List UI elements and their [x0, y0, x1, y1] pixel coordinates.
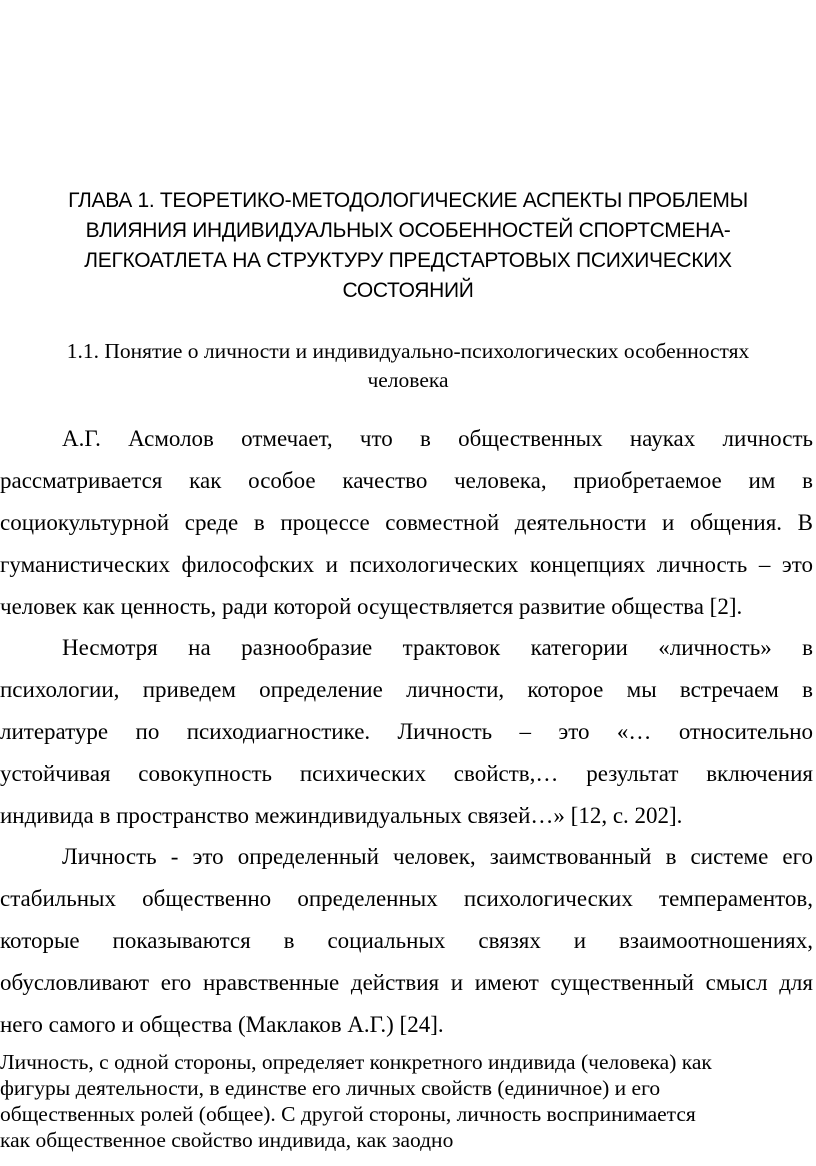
- paragraph-maklakov: [0, 836, 813, 1046]
- chapter-title: [0, 186, 816, 306]
- paragraph-line: индивида в пространство межиндивидуальных связей…» [12, с. 202].: [0, 803, 683, 828]
- paragraph-line: фигуры деятельности, в единстве его личных свойств (единичное) и его: [0, 1076, 661, 1100]
- paragraph-line: Несмотря на разнообразие трактовок категории «личность» в: [62, 635, 813, 660]
- chapter-title-line: ЛЕГКОАТЛЕТА НА СТРУКТУРУ ПРЕДСТАРТОВЫХ ПСИХИЧЕСКИХ: [84, 249, 732, 272]
- paragraph-line: Личность, с одной стороны, определяет конкретного индивида (человека) как: [0, 1050, 712, 1074]
- paragraph-line: стабильных общественно определенных психологических темпераментов,: [0, 886, 813, 911]
- paragraph-tail: [0, 1049, 813, 1153]
- paragraph-asmolov: [0, 418, 813, 628]
- paragraph-line: психологии, приведем определение личности, которое мы встречаем в: [0, 677, 813, 702]
- section-title-line: 1.1. Понятие о личности и индивидуально-психологических особенностях: [66, 339, 750, 363]
- section-title: [0, 337, 816, 395]
- paragraph-line: Личность - это определенный человек, заимствованный в системе его: [62, 844, 813, 869]
- paragraph-line: которые показываются в социальных связях и взаимоотношениях,: [0, 928, 813, 953]
- paragraph-line: него самого и общества (Маклаков А.Г.) [24].: [0, 1012, 444, 1037]
- paragraph-line: общественных ролей (общее). С другой стороны, личность воспринимается: [0, 1102, 696, 1126]
- chapter-title-line: ВЛИЯНИЯ ИНДИВИДУАЛЬНЫХ ОСОБЕННОСТЕЙ СПОРТСМЕНА-: [85, 219, 731, 242]
- paragraph-line: социокультурной среде в процессе совместной деятельности и общения. В: [0, 510, 813, 535]
- paragraph-line: как общественное свойство индивида, как заодно: [0, 1128, 454, 1152]
- paragraph-line: гуманистических философских и психологических концепциях личность – это: [0, 552, 813, 577]
- paragraph-line: А.Г. Асмолов отмечает, что в общественных науках личность: [62, 426, 813, 451]
- section-title-line: человека: [367, 368, 449, 392]
- paragraph-line: человек как ценность, ради которой осуществляется развитие общества [2].: [0, 594, 743, 619]
- paragraph-line: литературе по психодиагностике. Личность – это «… относительно: [0, 719, 813, 744]
- paragraph-line: рассматривается как особое качество человека, приобретаемое им в: [0, 468, 813, 493]
- paragraph-definition: [0, 627, 813, 837]
- chapter-title-line: СОСТОЯНИЙ: [342, 279, 474, 302]
- paragraph-line: обусловливают его нравственные действия и имеют существенный смысл для: [0, 970, 813, 995]
- chapter-title-line: ГЛАВА 1. ТЕОРЕТИКО-МЕТОДОЛОГИЧЕСКИЕ АСПЕКТЫ ПРОБЛЕМЫ: [68, 189, 748, 212]
- paragraph-line: устойчивая совокупность психических свойств,… результат включения: [0, 761, 813, 786]
